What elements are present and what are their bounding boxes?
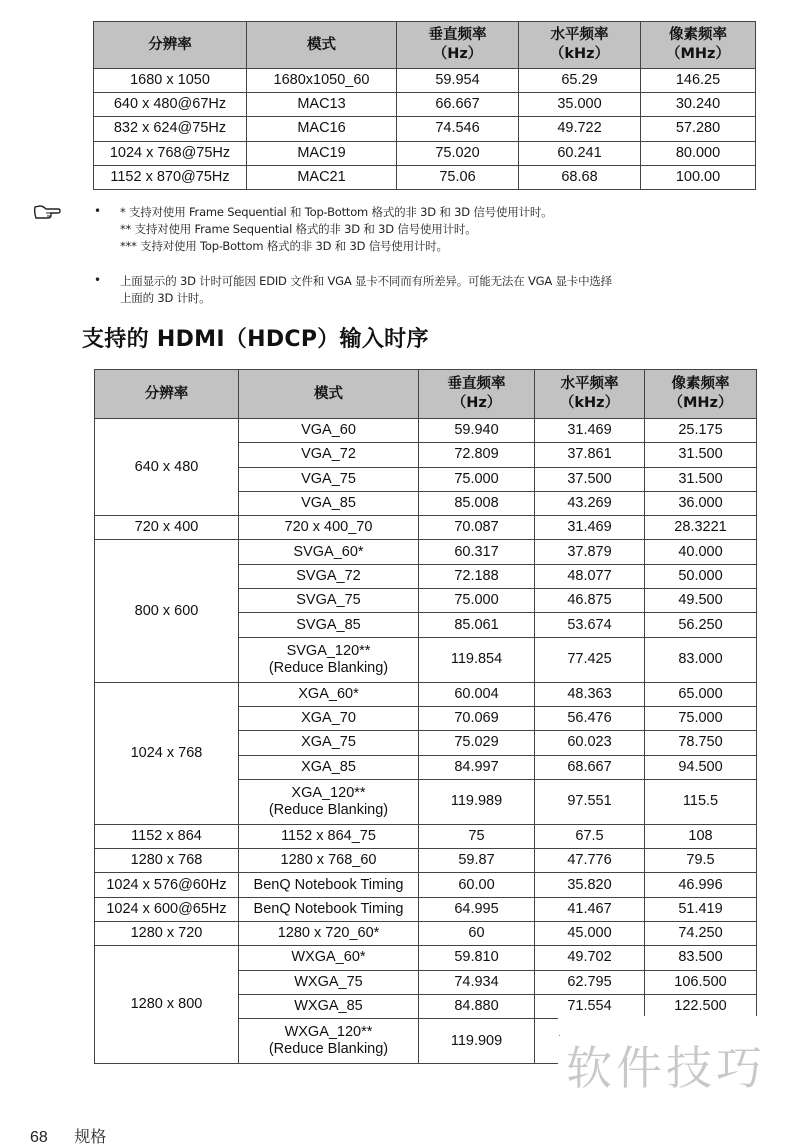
timing-table-hdmi [94, 369, 757, 1064]
table-cell: 31.500 [645, 443, 757, 467]
table-cell: 75.000 [645, 706, 757, 730]
table-cell: 60 [419, 922, 535, 946]
table-cell: 79.5 [645, 849, 757, 873]
pointing-hand-icon [32, 202, 66, 222]
column-header-label: 垂直频率 [428, 27, 487, 43]
column-header-label: 水平频率 [550, 27, 609, 43]
column-header-label: 模式 [314, 385, 343, 402]
table-cell: 83.000 [645, 637, 757, 682]
table-cell: 35.820 [535, 873, 645, 897]
column-header-label: 像素频率 [669, 27, 727, 43]
note-bullet2-line2: 上面的 3D 计时。 [120, 291, 211, 305]
mode-label: WXGA_60* [291, 949, 366, 966]
table-cell: 80.000 [641, 141, 756, 165]
table-row [95, 922, 757, 946]
table-cell: 25.175 [645, 419, 757, 443]
mode-cell [239, 897, 419, 921]
mode-cell [239, 516, 419, 540]
mode-cell [239, 779, 419, 824]
resolution-cell: 1280 x 720 [95, 922, 239, 946]
table-row [95, 849, 757, 873]
table-cell: 94.500 [645, 755, 757, 779]
column-header [645, 370, 757, 419]
table-cell: 75.020 [397, 141, 519, 165]
table-cell: MAC13 [247, 93, 397, 117]
table-cell: 53.674 [535, 613, 645, 637]
column-header [641, 22, 756, 69]
table-row [95, 897, 757, 921]
column-header-label: 像素频率 [671, 376, 730, 392]
mode-label: WXGA_75 [294, 973, 363, 990]
mode-label: XGA_70 [301, 710, 356, 727]
note-bullet2-line1: 上面显示的 3D 计时可能因 EDID 文件和 VGA 显卡不同而有所差异。可能无法在 VGA 显卡中选择 [120, 274, 612, 288]
table-cell: 50.000 [645, 564, 757, 588]
table-row [95, 824, 757, 848]
table-cell: 56.476 [535, 706, 645, 730]
table-cell: 37.500 [535, 467, 645, 491]
timing-table-mac [93, 21, 756, 190]
table-cell: 65.000 [645, 682, 757, 706]
column-header [95, 370, 239, 419]
table-cell: 119.854 [419, 637, 535, 682]
table-cell: 74.250 [645, 922, 757, 946]
page-number: 68 [30, 1129, 48, 1146]
mode-cell [239, 706, 419, 730]
table-cell: 43.269 [535, 491, 645, 515]
table-row [94, 69, 756, 93]
table-cell: 60.004 [419, 682, 535, 706]
watermark: 软件技巧 [566, 1041, 766, 1095]
table-cell: 83.500 [645, 946, 757, 970]
table-cell: 71.554 [535, 994, 645, 1018]
column-header [247, 22, 397, 69]
table-cell: 49.500 [645, 589, 757, 613]
mode-label: SVGA_75 [296, 592, 361, 609]
bullet-marker: • [94, 273, 102, 287]
table-cell: 40.000 [645, 540, 757, 564]
column-header [419, 370, 535, 419]
table-cell: 68.68 [519, 165, 641, 189]
table-cell: 85.061 [419, 613, 535, 637]
page-footer [30, 1124, 128, 1147]
column-header [94, 22, 247, 69]
table-row [94, 117, 756, 141]
table-cell: 49.722 [519, 117, 641, 141]
table-cell: 84.997 [419, 755, 535, 779]
table-header-row [94, 22, 756, 69]
note-line-1: * 支持对使用 Frame Sequential 和 Top-Bottom 格式的非 3D 和 3D 信号使用计时。 [120, 205, 553, 219]
mode-label: SVGA_120** [286, 642, 371, 659]
table-cell: 37.879 [535, 540, 645, 564]
resolution-cell: 800 x 600 [95, 540, 239, 682]
table-row [95, 419, 757, 443]
table-cell: 56.250 [645, 613, 757, 637]
table-cell: 31.500 [645, 467, 757, 491]
table-cell: 62.795 [535, 970, 645, 994]
table-cell: 37.861 [535, 443, 645, 467]
table-cell: 51.419 [645, 897, 757, 921]
mode-label: BenQ Notebook Timing [253, 900, 404, 917]
mode-label: SVGA_60* [293, 543, 364, 560]
table-cell: 72.188 [419, 564, 535, 588]
column-header-unit: （MHz） [665, 46, 730, 62]
mode-label: SVGA_85 [296, 616, 361, 633]
column-header [535, 370, 645, 419]
column-header-label: 水平频率 [560, 376, 619, 392]
mode-label: 1152 x 864_75 [281, 828, 376, 844]
mode-cell [239, 467, 419, 491]
table-cell: 31.469 [535, 419, 645, 443]
table-cell: 66.667 [397, 93, 519, 117]
mode-cell [239, 637, 419, 682]
watermark-artifact: · [558, 1030, 562, 1041]
column-header [239, 370, 419, 419]
table-cell: 640 x 480@67Hz [94, 93, 247, 117]
mode-cell [239, 682, 419, 706]
mode-label: XGA_85 [301, 758, 356, 775]
column-header-unit: （kHz） [549, 46, 610, 62]
table-cell: 59.954 [397, 69, 519, 93]
mode-cell [239, 564, 419, 588]
table-cell: 60.00 [419, 873, 535, 897]
table-header-row [95, 370, 757, 419]
mode-label: 1280 x 720_60* [277, 925, 380, 942]
table-cell: 85.008 [419, 491, 535, 515]
table-cell: 35.000 [519, 93, 641, 117]
mode-sublabel: (Reduce Blanking) [268, 801, 389, 818]
table-cell: 122.500 [645, 994, 757, 1018]
mode-label: WXGA_85 [294, 998, 363, 1015]
table-cell: 115.5 [645, 779, 757, 824]
table-cell: 1024 x 768@75Hz [94, 141, 247, 165]
mode-cell [239, 970, 419, 994]
column-header-unit: （Hz） [432, 46, 483, 62]
table-cell: 1152 x 870@75Hz [94, 165, 247, 189]
resolution-cell: 1280 x 800 [95, 946, 239, 1064]
table-cell: 59.87 [419, 849, 535, 873]
table-cell: 46.996 [645, 873, 757, 897]
table-cell: 46.875 [535, 589, 645, 613]
table-cell: 60.317 [419, 540, 535, 564]
table-cell: 1680x1050_60 [247, 69, 397, 93]
table-cell: MAC16 [247, 117, 397, 141]
table-row [95, 873, 757, 897]
table-cell: 74.934 [419, 970, 535, 994]
mode-label: XGA_60* [298, 685, 359, 702]
mode-cell [239, 922, 419, 946]
table-cell: 41.467 [535, 897, 645, 921]
table-cell: 146.25 [641, 69, 756, 93]
resolution-cell: 1024 x 576@60Hz [95, 873, 239, 897]
table-cell: 68.667 [535, 755, 645, 779]
table-cell: 28.3221 [645, 516, 757, 540]
table-row [94, 93, 756, 117]
footer-section: 规格 [74, 1129, 107, 1146]
column-header-unit: （MHz） [668, 395, 733, 411]
table-cell: 77.425 [535, 637, 645, 682]
mode-cell [239, 755, 419, 779]
table-cell: 59.940 [419, 419, 535, 443]
table-cell: 31.469 [535, 516, 645, 540]
table-cell: 45.000 [535, 922, 645, 946]
column-header-label: 垂直频率 [447, 376, 506, 392]
table-cell: 97.551 [535, 779, 645, 824]
mode-label: WXGA_120** [284, 1024, 373, 1041]
mode-label: 720 x 400_70 [284, 519, 373, 536]
table-cell: 57.280 [641, 117, 756, 141]
mode-cell [239, 419, 419, 443]
resolution-cell: 640 x 480 [95, 419, 239, 516]
table-cell: 72.809 [419, 443, 535, 467]
column-header [397, 22, 519, 69]
table-row [95, 516, 757, 540]
table-cell: 64.995 [419, 897, 535, 921]
table-cell: 74.546 [397, 117, 519, 141]
table-row [94, 165, 756, 189]
table-cell: MAC21 [247, 165, 397, 189]
column-header-unit: （Hz） [451, 395, 502, 411]
table-cell: 67.5 [535, 824, 645, 848]
table-cell: 1680 x 1050 [94, 69, 247, 93]
resolution-cell: 1152 x 864 [95, 824, 239, 848]
mode-label: VGA_75 [301, 470, 356, 487]
mode-cell [239, 589, 419, 613]
table-cell: 78.750 [645, 731, 757, 755]
mode-cell [239, 613, 419, 637]
mode-label: BenQ Notebook Timing [253, 876, 404, 893]
mode-label: VGA_60 [301, 422, 356, 439]
table-cell: 49.702 [535, 946, 645, 970]
table-cell: 108 [645, 824, 757, 848]
table-cell: 30.240 [641, 93, 756, 117]
table-cell: 75.000 [419, 467, 535, 491]
table-row [95, 540, 757, 564]
table-cell: MAC19 [247, 141, 397, 165]
table-row [94, 141, 756, 165]
resolution-cell: 1024 x 768 [95, 682, 239, 824]
table-cell: 36.000 [645, 491, 757, 515]
mode-label: VGA_85 [301, 495, 356, 512]
table-row [95, 946, 757, 970]
resolution-cell: 1280 x 768 [95, 849, 239, 873]
column-header-label: 模式 [307, 36, 336, 53]
column-header-unit: （kHz） [559, 395, 620, 411]
table-cell: 65.29 [519, 69, 641, 93]
mode-sublabel: (Reduce Blanking) [268, 659, 389, 676]
table-cell: 47.776 [535, 849, 645, 873]
table-cell: 84.880 [419, 994, 535, 1018]
note-line-2: ** 支持对使用 Frame Sequential 格式的非 3D 和 3D 信号使用计时。 [120, 222, 477, 236]
table-cell: 75.000 [419, 589, 535, 613]
resolution-cell: 720 x 400 [95, 516, 239, 540]
table-cell: 48.363 [535, 682, 645, 706]
table-cell: 75.06 [397, 165, 519, 189]
bullet-marker: • [94, 204, 102, 218]
table-cell: 75 [419, 824, 535, 848]
table-cell: 70.069 [419, 706, 535, 730]
table-cell: 60.023 [535, 731, 645, 755]
table-cell: 119.909 [419, 1019, 535, 1064]
mode-cell [239, 491, 419, 515]
table-cell: 832 x 624@75Hz [94, 117, 247, 141]
mode-cell [239, 873, 419, 897]
mode-label: 1280 x 768_60 [280, 852, 377, 869]
note-line-3: *** 支持对使用 Top-Bottom 格式的非 3D 和 3D 信号使用计时。 [120, 239, 448, 253]
mode-cell [239, 824, 419, 848]
mode-cell [239, 849, 419, 873]
table-cell: 75.029 [419, 731, 535, 755]
section-title: 支持的 HDMI（HDCP）输入时序 [82, 327, 429, 352]
column-header-label: 分辨率 [144, 385, 189, 402]
table-cell: 119.989 [419, 779, 535, 824]
mode-cell [239, 946, 419, 970]
mode-cell [239, 540, 419, 564]
table-cell: 60.241 [519, 141, 641, 165]
table-row [95, 682, 757, 706]
mode-label: XGA_75 [301, 734, 356, 751]
mode-sublabel: (Reduce Blanking) [268, 1041, 389, 1058]
table-cell: 100.00 [641, 165, 756, 189]
mode-label: VGA_72 [301, 446, 356, 463]
mode-cell [239, 1019, 419, 1064]
mode-cell [239, 731, 419, 755]
resolution-cell: 1024 x 600@65Hz [95, 897, 239, 921]
table-cell: 70.087 [419, 516, 535, 540]
mode-cell [239, 994, 419, 1018]
table-cell: 106.500 [645, 970, 757, 994]
table-cell: 59.810 [419, 946, 535, 970]
column-header-label: 分辨率 [148, 36, 192, 53]
mode-label: XGA_120** [291, 784, 366, 801]
column-header [519, 22, 641, 69]
mode-cell [239, 443, 419, 467]
mode-label: SVGA_72 [296, 567, 361, 584]
table-cell: 48.077 [535, 564, 645, 588]
